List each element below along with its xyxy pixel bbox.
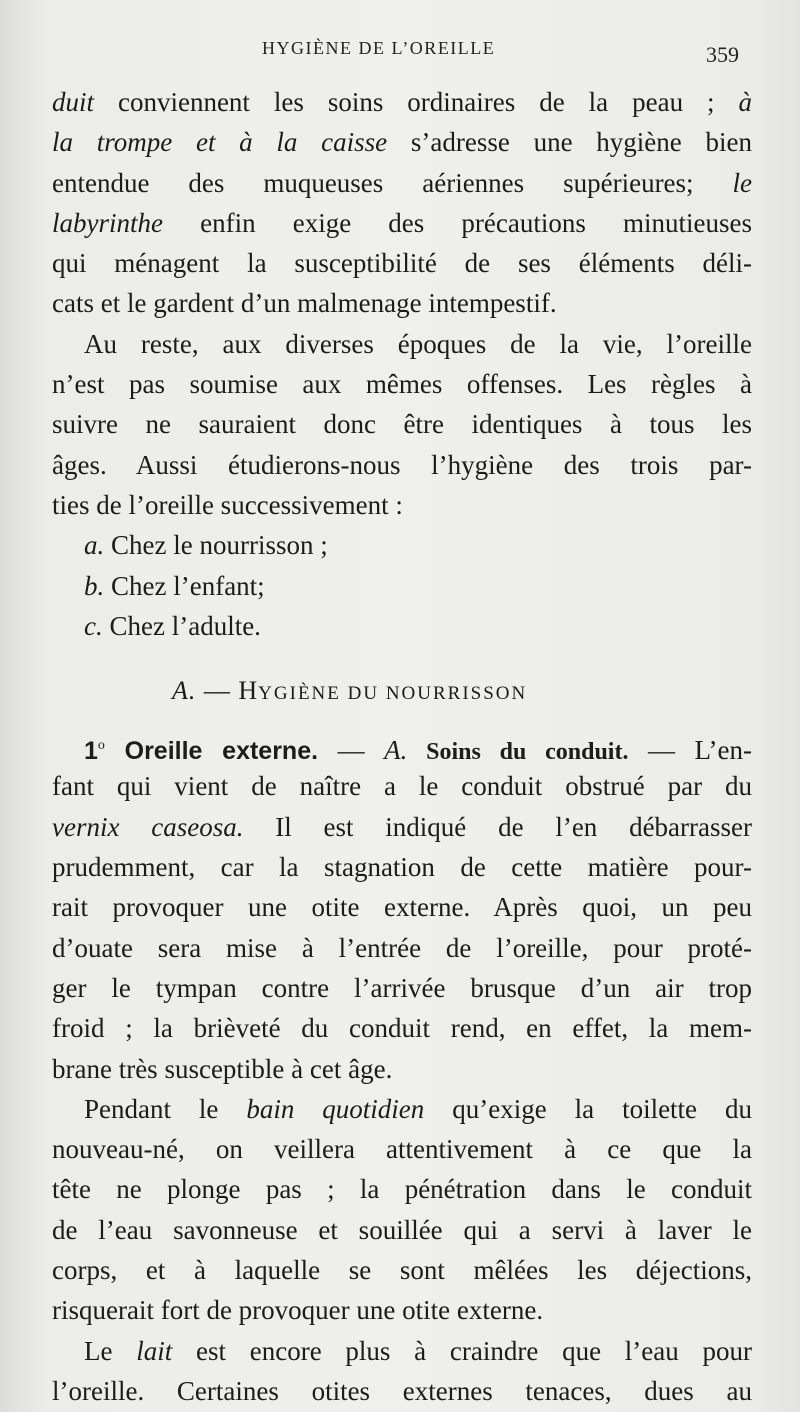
- section-heading: A. — HYGIÈNE DU NOURRISSON: [172, 676, 528, 706]
- running-title: HYGIÈNE DE L’OREILLE: [262, 38, 496, 58]
- text-line: l’oreille. Certaines otites externes tenaces, dues au: [52, 1375, 752, 1406]
- text-line: cats et le gardent d’un malmenage intempestif.: [52, 288, 557, 319]
- text-line: n’est pas soumise aux mêmes offenses. Les règles à: [52, 369, 752, 400]
- text-line: vernix caseosa. Il est indiqué de l’en débarrasser: [52, 811, 753, 842]
- text-line: corps, et à laquelle se sont mêlées les déjections,: [52, 1255, 752, 1286]
- text-line: suivre ne sauraient donc être identiques à tous les: [52, 409, 752, 440]
- text-line: âges. Aussi étudierons-nous l’hygiène des trois par-: [52, 449, 752, 480]
- paragraph: [52, 726, 752, 1089]
- text-line: Au reste, aux diverses époques de la vie, l’oreille: [84, 328, 752, 359]
- text-line: risquerait fort de provoquer une otite externe.: [52, 1295, 544, 1326]
- paragraph: [52, 1331, 752, 1412]
- list-item: a. Chez le nourrisson ;: [84, 530, 328, 561]
- subsection-heading: 1$^o$ Oreille externe. — A. Soins du conduit. — L’en-: [84, 735, 753, 766]
- text-line: froid ; la brièveté du conduit rend, en effet, la mem-: [52, 1013, 752, 1044]
- paragraph: [52, 324, 752, 525]
- text-line: brane très susceptible à cet âge.: [52, 1053, 393, 1084]
- paragraph-continuation: [52, 82, 752, 324]
- text-line: Le lait est encore plus à craindre que l’eau pour: [84, 1335, 752, 1366]
- text-line: labyrinthe enfin exige des précautions minutieuses: [52, 207, 752, 238]
- list-item: b. Chez l’enfant;: [84, 570, 265, 601]
- text-line: ger le tympan contre l’arrivée brusque d’un air trop: [52, 972, 752, 1003]
- text-line: prudemment, car la stagnation de cette matière pour-: [52, 852, 752, 883]
- text-line: la trompe et à la caisse s’adresse une hygiène bien: [52, 127, 752, 158]
- text-line: fant qui vient de naître a le conduit obstrué par du: [52, 771, 752, 802]
- text-line: entendue des muqueuses aériennes supérieures; le: [52, 167, 752, 198]
- paragraph: [52, 1089, 752, 1331]
- list-item: c. Chez l’adulte.: [84, 610, 261, 641]
- page-number: 359: [706, 42, 739, 67]
- age-list: [52, 525, 752, 646]
- text-line: qui ménagent la susceptibilité de ses éléments déli-: [52, 248, 752, 279]
- text-line: ties de l’oreille successivement :: [52, 489, 403, 520]
- text-line: d’ouate sera mise à l’entrée de l’oreille, pour proté-: [52, 932, 752, 963]
- text-line: nouveau-né, on veillera attentivement à ce que la: [52, 1134, 752, 1165]
- text-line: de l’eau savonneuse et souillée qui a servi à laver le: [52, 1214, 752, 1245]
- text-line: Pendant le bain quotidien qu’exige la toilette du: [84, 1093, 752, 1124]
- text-line: rait provoquer une otite externe. Après quoi, un peu: [52, 892, 752, 923]
- text-line: duit conviennent les soins ordinaires de la peau ; à: [52, 87, 752, 117]
- body-text: [52, 82, 752, 1411]
- text-line: tête ne plonge pas ; la pénétration dans le conduit: [52, 1174, 752, 1205]
